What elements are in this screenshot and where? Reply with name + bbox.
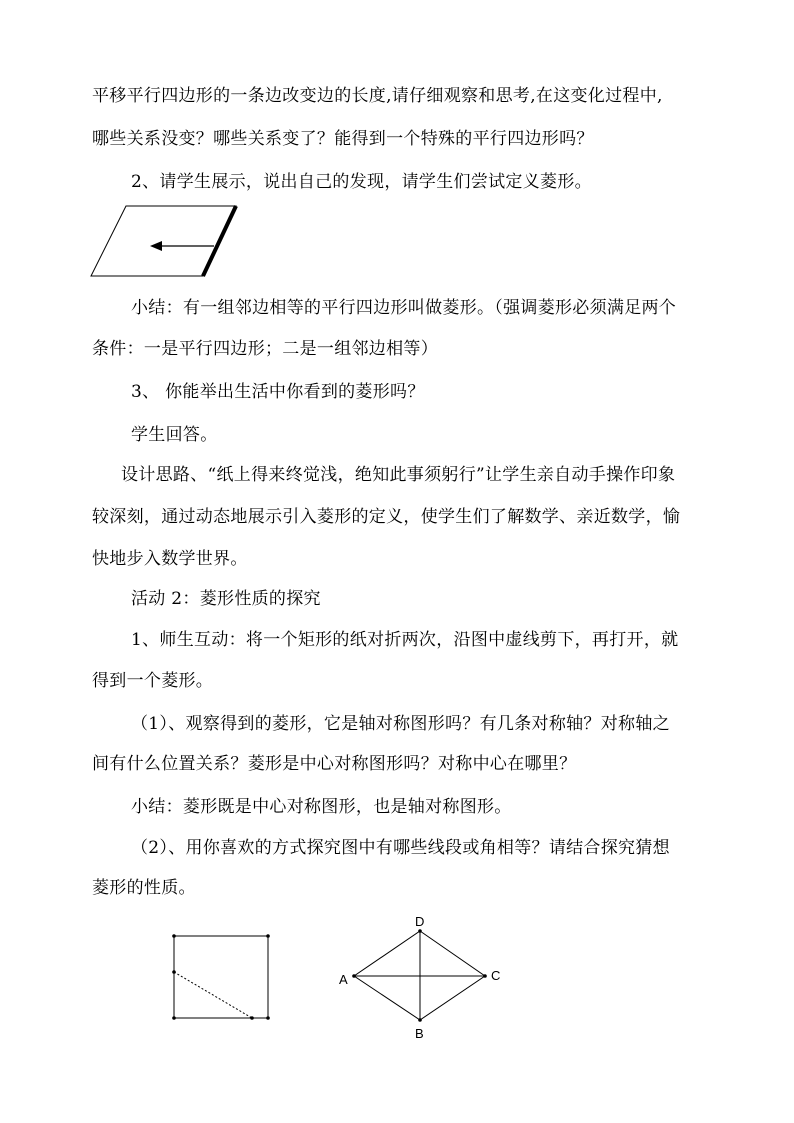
paragraph-line: 学生回答。 — [131, 425, 218, 445]
parallelogram-outline — [91, 206, 236, 276]
vertex-dot-b — [418, 1018, 422, 1022]
paragraph-line: 设计思路、“纸上得来终觉浅，绝知此事须躬行”让学生亲自动手操作印象 — [121, 465, 676, 485]
paragraph-line: （2）、用你喜欢的方式探究图中有哪些线段或角相等？请结合探究猜想 — [131, 838, 670, 858]
parallelogram-figure — [88, 203, 238, 279]
arrow-head — [150, 241, 162, 251]
corner-dot — [172, 1016, 176, 1020]
cut-point-dot — [172, 970, 176, 974]
vertex-label-c: C — [491, 968, 501, 983]
paragraph-line: 小结：菱形既是中心对称图形，也是轴对称图形。 — [131, 797, 512, 817]
paragraph-line: 平移平行四边形的一条边改变边的长度,请仔细观察和思考,在这变化过程中, — [92, 86, 663, 106]
paragraph-line: 较深刻，通过动态地展示引入菱形的定义，使学生们了解数学、亲近数学，愉 — [92, 507, 681, 527]
moving-side-line — [203, 206, 236, 276]
vertex-label-a: A — [339, 972, 348, 987]
cut-point-dot — [250, 1016, 254, 1020]
vertex-dot-c — [483, 974, 487, 978]
vertex-dot-d — [418, 929, 422, 933]
paragraph-line: 2、请学生展示，说出自己的发现，请学生们尝试定义菱形。 — [131, 172, 592, 192]
paragraph-line: 小结：有一组邻边相等的平行四边形叫做菱形。（强调菱形必须满足两个 — [131, 298, 677, 318]
vertex-dot-a — [352, 974, 356, 978]
paragraph-line: 菱形的性质。 — [92, 878, 196, 898]
vertex-label-b: B — [415, 1026, 424, 1041]
corner-dot — [172, 934, 176, 938]
corner-dot — [266, 934, 270, 938]
rectangle-figure — [168, 930, 274, 1026]
paragraph-line: 哪些关系没变？哪些关系变了？能得到一个特殊的平行四边形吗？ — [92, 129, 594, 149]
paragraph-line: 间有什么位置关系？菱形是中心对称图形吗？对称中心在哪里？ — [92, 754, 577, 774]
rhombus-figure — [334, 912, 514, 1044]
paragraph-line: 1、师生互动：将一个矩形的纸对折两次，沿图中虚线剪下，再打开，就 — [131, 630, 679, 650]
vertex-label-d: D — [415, 914, 425, 929]
paragraph-line: 条件：一是平行四边形；二是一组邻边相等） — [92, 339, 438, 359]
paragraph-line: 活动 2：菱形性质的探究 — [131, 589, 321, 609]
corner-dot — [266, 1016, 270, 1020]
paragraph-line: （1）、观察得到的菱形，它是轴对称图形吗？有几条对称轴？对称轴之 — [131, 714, 670, 734]
paragraph-line: 得到一个菱形。 — [92, 671, 214, 691]
dashed-cut-line — [174, 972, 252, 1018]
paragraph-line: 快地步入数学世界。 — [92, 549, 248, 569]
paragraph-line: 3、 你能举出生活中你看到的菱形吗？ — [131, 382, 425, 402]
rectangle-outline — [174, 936, 268, 1018]
